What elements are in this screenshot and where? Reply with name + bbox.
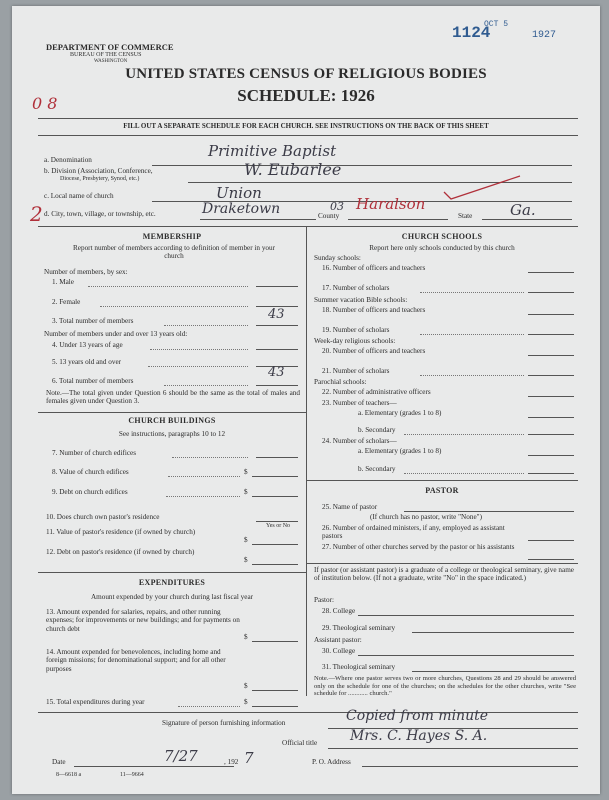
rule-top-2 (38, 135, 578, 136)
date-field-line (74, 766, 234, 767)
q10-own-residence: 10. Does church own pastor's residence (46, 513, 160, 521)
q19-field-line (528, 334, 574, 335)
weekday-schools-label: Week-day religious schools: (314, 337, 396, 345)
q12-field-line (252, 564, 298, 565)
q24b-field-line (528, 473, 574, 474)
print-number: 11—9664 (120, 772, 144, 778)
q3-value: 43 (268, 307, 285, 322)
q22-field-line (528, 396, 574, 397)
q6-total: 6. Total number of members (52, 377, 134, 385)
q18-field-line (528, 314, 574, 315)
county-value: Haralson (356, 195, 426, 213)
state-field-line (482, 219, 572, 220)
q8-value-edifices: 8. Value of church edifices (52, 468, 129, 476)
q15-field-line (252, 706, 298, 707)
q6-value: 43 (268, 365, 285, 380)
q13-field-line (252, 641, 298, 642)
received-stamp-number: 1124 (452, 24, 491, 42)
department-heading: DEPARTMENT OF COMMERCE (46, 42, 174, 52)
q13-running-expenses: 13. Amount expended for salaries, repairs, and other running expenses; for improvements or new buildings; and for payments on church debt (46, 608, 240, 633)
q6-field-line (256, 385, 298, 386)
signature-value: Copied from minute (346, 708, 489, 724)
vacation-schools-label: Summer vacation Bible schools: (314, 296, 408, 304)
q9-debt-edifices: 9. Debt on church edifices (52, 488, 128, 496)
q6-leader (164, 385, 248, 386)
q4-leader (150, 349, 248, 350)
q13-dollar: $ (244, 633, 248, 641)
rule-bottom-columns (38, 712, 578, 713)
q11-dollar: $ (244, 536, 248, 544)
date-year-prefix: , 192 (224, 758, 239, 766)
q21-field-line (528, 375, 574, 376)
form-title: UNITED STATES CENSUS OF RELIGIOUS BODIES (125, 66, 487, 82)
city-field-line (200, 219, 316, 220)
q17-field-line (528, 292, 574, 293)
members-under-over: Number of members under and over 13 years old: (44, 330, 188, 338)
official-title-field-line (328, 748, 578, 749)
census-schedule-sheet (12, 6, 600, 794)
parochial-schools-label: Parochial schools: (314, 378, 367, 386)
local-name-value: Union (216, 184, 262, 202)
q4-field-line (256, 349, 298, 350)
q22-admin-officers: 22. Number of administrative officers (322, 388, 431, 396)
q14-field-line (252, 690, 298, 691)
q8-leader (168, 476, 240, 477)
schools-title: CHURCH SCHOOLS (401, 232, 483, 241)
city-label: d. City, town, village, or township, etc. (44, 210, 156, 218)
q27-other-churches: 27. Number of other churches served by the pastor or his assistants (322, 543, 515, 551)
q1-field-line (256, 286, 298, 287)
q10-field-line (256, 521, 298, 522)
expenditures-title: EXPENDITURES (138, 578, 206, 587)
margin-mark-top: 0 8 (32, 94, 58, 113)
q14-benevolences: 14. Amount expended for benevolences, including home and foreign missions; for denominational support; and for all other purposes (46, 648, 226, 673)
q12-debt-residence: 12. Debt on pastor's residence (if owned by church) (46, 548, 195, 556)
q7-edifices: 7. Number of church edifices (52, 449, 137, 457)
q31-seminary: 31. Theological seminary (322, 663, 396, 671)
schools-sub: Report here only schools conducted by this church (369, 244, 515, 252)
q28-field-line (358, 615, 574, 616)
q1-leader (88, 286, 248, 287)
po-address-label: P. O. Address (312, 758, 351, 766)
q25-pastor-name: 25. Name of pastor (322, 503, 378, 511)
q17-sunday-scholars: 17. Number of scholars (322, 284, 390, 292)
q20-weekday-officers: 20. Number of officers and teachers (322, 347, 426, 355)
graduate-note: If pastor (or assistant pastor) is a graduate of a college or theological seminary, give name of institution below. (If not a graduate, write "No" in the space indicated.) (314, 566, 574, 583)
city-heading: WASHINGTON (94, 59, 128, 64)
q21-weekday-scholars: 21. Number of scholars (322, 367, 390, 375)
q8-field-line (252, 476, 298, 477)
schedule-title: SCHEDULE: 1926 (237, 86, 375, 105)
rule-columns-top (38, 226, 578, 227)
q25-sub: (If church has no pastor, write "None") (370, 513, 482, 521)
q3-total: 3. Total number of members (52, 317, 134, 325)
q3-field-line (256, 325, 298, 326)
buildings-sub: See instructions, paragraphs 10 to 12 (118, 430, 226, 438)
column-divider (306, 226, 307, 696)
q23-teachers: 23. Number of teachers— (322, 399, 397, 407)
q2-female: 2. Female (52, 298, 81, 306)
date-year-digit: 7 (244, 749, 254, 767)
membership-note: Note.—The total given under Question 6 should be the same as the total of males and females given under Question 3. (46, 389, 300, 406)
q9-field-line (252, 496, 298, 497)
local-name-label: c. Local name of church (44, 192, 114, 200)
q15-leader (178, 706, 240, 707)
q15-total-expenditures: 15. Total expenditures during year (46, 698, 145, 706)
date-label: Date (52, 758, 66, 766)
city-value: Draketown (202, 201, 281, 217)
q19-leader (420, 334, 524, 335)
official-title-value: Mrs. C. Hayes S. A. (350, 728, 488, 744)
form-number: 8—6618 a (56, 772, 82, 778)
q16-sunday-officers: 16. Number of officers and teachers (322, 264, 426, 272)
received-stamp-year: 1927 (532, 30, 557, 41)
official-title-label: Official title (282, 739, 318, 747)
q23a-elementary: a. Elementary (grades 1 to 8) (358, 409, 442, 417)
q26-field-line (528, 540, 574, 541)
signature-label: Signature of person furnishing information (162, 719, 286, 727)
po-address-field-line (362, 766, 578, 767)
q16-field-line (528, 272, 574, 273)
members-by-sex: Number of members, by sex: (44, 268, 128, 276)
division-label-2: Diocese, Presbytery, Synod, etc.) (60, 176, 140, 182)
q12-dollar: $ (244, 556, 248, 564)
q17-leader (420, 292, 524, 293)
q14-dollar: $ (244, 682, 248, 690)
q20-field-line (528, 355, 574, 356)
q2-leader (100, 306, 248, 307)
q25-field-line (404, 511, 574, 512)
q9-leader (166, 496, 240, 497)
q18-vacation-officers: 18. Number of officers and teachers (322, 306, 426, 314)
q9-dollar: $ (244, 488, 248, 496)
q7-leader (172, 457, 248, 458)
q30-college: 30. College (322, 647, 356, 655)
pastor-note: Note.—Where one pastor serves two or more churches, Questions 28 and 29 should be answered only on the schedule for one of the churches; on the schedules for the other churches, write "See schedule for ............ church." (314, 675, 576, 698)
rule-expenditures (38, 572, 306, 573)
instruction-line: FILL OUT A SEPARATE SCHEDULE FOR EACH CHURCH. SEE INSTRUCTIONS ON THE BACK OF THIS SHEET (123, 122, 489, 130)
buildings-title: CHURCH BUILDINGS (128, 416, 216, 425)
division-label: b. Division (Association, Conference, (44, 167, 153, 175)
q24a-field-line (528, 455, 574, 456)
q24b-leader (404, 473, 524, 474)
bureau-heading: BUREAU OF THE CENSUS (70, 52, 142, 58)
q11-field-line (252, 544, 298, 545)
membership-title: MEMBERSHIP (142, 232, 202, 241)
q8-dollar: $ (244, 468, 248, 476)
received-stamp-date: OCT 5 (484, 20, 509, 29)
q1-male: 1. Male (52, 278, 74, 286)
county-prefix-value: 03 (330, 200, 344, 213)
q23b-leader (404, 434, 524, 435)
denomination-value: Primitive Baptist (208, 142, 337, 160)
margin-mark-left: 2 (30, 202, 43, 226)
q24a-elementary: a. Elementary (grades 1 to 8) (358, 447, 442, 455)
q5-13-and-over: 5. 13 years old and over (52, 358, 122, 366)
q24-scholars: 24. Number of scholars— (322, 437, 397, 445)
date-value: 7/27 (164, 747, 198, 765)
pastor-title: PASTOR (425, 486, 459, 495)
county-field-line (348, 219, 448, 220)
q23b-field-line (528, 434, 574, 435)
q7-field-line (256, 457, 298, 458)
q3-leader (164, 325, 248, 326)
q28-college: 28. College (322, 607, 356, 615)
state-label: State (458, 212, 473, 220)
check-mark-icon (442, 174, 522, 202)
q4-under-13: 4. Under 13 years of age (52, 341, 123, 349)
q23a-field-line (528, 417, 574, 418)
q15-dollar: $ (244, 698, 248, 706)
q29-seminary: 29. Theological seminary (322, 624, 396, 632)
q5-leader (148, 366, 248, 367)
q27-field-line (528, 559, 574, 560)
q30-field-line (358, 655, 574, 656)
q24b-secondary: b. Secondary (358, 465, 396, 473)
county-label: County (318, 212, 340, 220)
q26-assistant-ministers: 26. Number of ordained ministers, if any, employed as assistant pastors (322, 524, 505, 541)
denomination-label: a. Denomination (44, 156, 92, 164)
q11-value-residence: 11. Value of pastor's residence (if owned by church) (46, 528, 196, 536)
q19-vacation-scholars: 19. Number of scholars (322, 326, 390, 334)
denomination-field-line (152, 165, 572, 166)
q21-leader (420, 375, 524, 376)
rule-pastor (306, 480, 578, 481)
q31-field-line (412, 671, 574, 672)
rule-top (38, 118, 578, 119)
q23b-secondary: b. Secondary (358, 426, 396, 434)
membership-intro: Report number of members according to definition of member in your church (73, 244, 275, 261)
q10-yes-no: Yes or No (266, 523, 291, 529)
expenditures-sub: Amount expended by your church during last fiscal year (90, 593, 254, 601)
q29-field-line (412, 632, 574, 633)
rule-buildings (38, 412, 306, 413)
state-value: Ga. (510, 201, 536, 219)
division-value: W. Eubarlee (244, 160, 342, 179)
pastor-label: Pastor: (314, 596, 334, 604)
rule-graduate (306, 563, 578, 564)
assistant-pastor-label: Assistant pastor: (314, 636, 362, 644)
sunday-schools-label: Sunday schools: (314, 254, 361, 262)
